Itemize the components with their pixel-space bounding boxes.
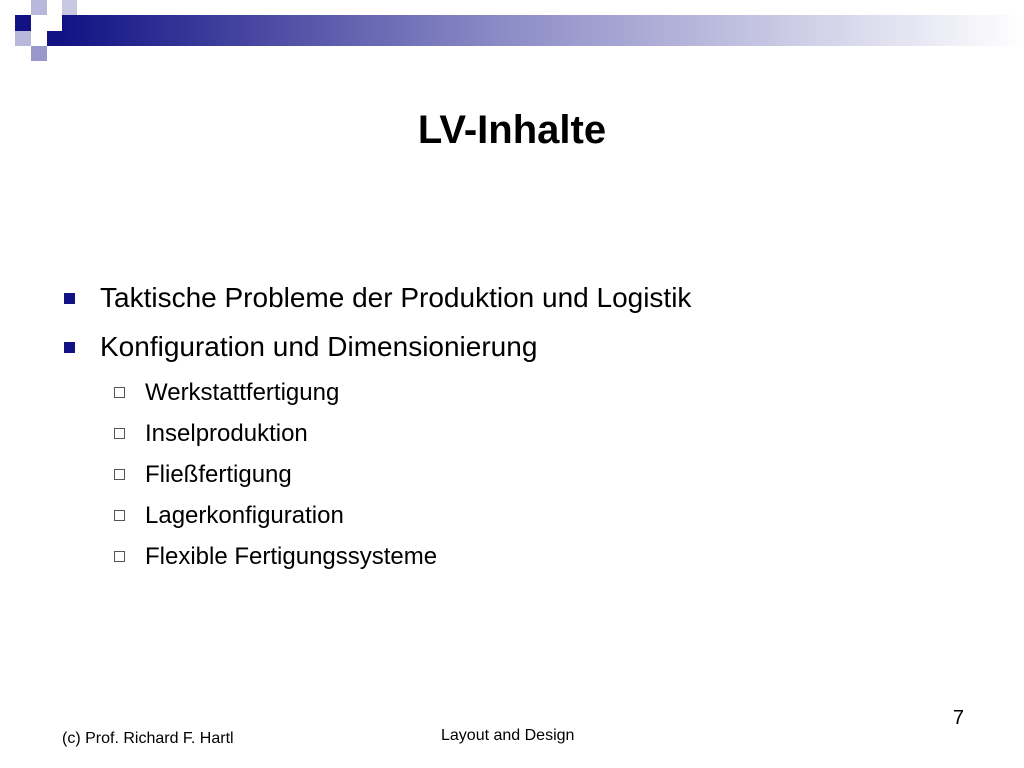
bullet-item <box>62 278 962 318</box>
sub-bullet-text: Inselproduktion <box>145 420 308 447</box>
header-square-lavender-1 <box>31 0 47 15</box>
header-square-lavender-4 <box>62 0 77 15</box>
sub-bullet-text: Fließfertigung <box>145 461 292 488</box>
hollow-square-bullet-icon <box>114 428 125 439</box>
hollow-square-bullet-icon <box>114 469 125 480</box>
footer-topic: Layout and Design <box>441 727 575 744</box>
header-square-lavender-3 <box>31 46 47 61</box>
filled-square-bullet-icon <box>64 342 75 353</box>
hollow-square-bullet-icon <box>114 510 125 521</box>
header-square-navy-2 <box>47 31 62 46</box>
hollow-square-bullet-icon <box>114 551 125 562</box>
filled-square-bullet-icon <box>64 293 75 304</box>
sub-bullet-item <box>62 499 962 533</box>
sub-bullet-item <box>62 458 962 492</box>
bullet-list <box>62 278 962 581</box>
bullet-text: Taktische Probleme der Produktion und Logistik <box>100 282 692 313</box>
header-square-navy-1 <box>15 15 31 31</box>
footer-author: (c) Prof. Richard F. Hartl <box>62 730 234 747</box>
sub-bullet-text: Lagerkonfiguration <box>145 502 344 529</box>
hollow-square-bullet-icon <box>114 387 125 398</box>
sub-bullet-item <box>62 540 962 574</box>
header-square-lavender-2 <box>15 31 31 46</box>
slide-title: LV-Inhalte <box>417 108 607 152</box>
bullet-text: Konfiguration und Dimensionierung <box>100 331 538 362</box>
header-gradient-strip <box>62 15 1024 46</box>
sub-bullet-item <box>62 376 962 410</box>
sub-bullet-text: Flexible Fertigungssysteme <box>145 543 438 570</box>
bullet-item <box>62 327 962 367</box>
sub-bullet-item <box>62 417 962 451</box>
sub-bullet-text: Werkstattfertigung <box>145 379 340 406</box>
page-number: 7 <box>952 707 964 729</box>
header-decoration-bar <box>0 0 1024 64</box>
